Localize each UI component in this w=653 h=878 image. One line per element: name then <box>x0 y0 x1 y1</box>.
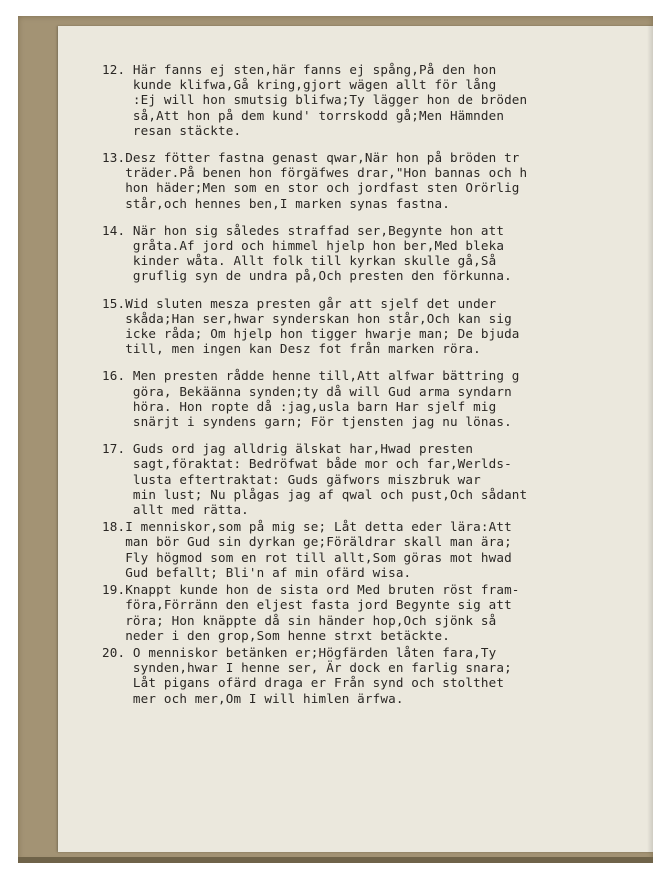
text-line: 18.I menniskor,som på mig se; Låt detta eder lära:Att <box>102 519 512 535</box>
stanza-17 <box>102 441 653 517</box>
text-line: 13.Desz fötter fastna genast qwar,När hon på bröden tr <box>102 150 520 166</box>
text-line: Fly högmod som en rot till allt,Som göras mot hwad <box>102 549 512 565</box>
text-line: allt med rätta. <box>102 502 249 518</box>
text-line: Låt pigans ofärd draga er Från synd och stolthet <box>102 675 505 691</box>
text-line: snärjt i syndens garn; För tjensten jag nu lönas. <box>102 414 512 430</box>
text-line: man bör Gud sin dyrkan ge;Föräldrar skall man ära; <box>102 534 512 550</box>
document-page <box>58 26 653 852</box>
text-line: resan stäckte. <box>102 122 242 138</box>
text-line: 12. Här fanns ej sten,här fanns ej spång,På den hon <box>102 62 497 77</box>
text-line: 20. O menniskor betänken er;Högfärden låten fara,Ty <box>102 644 497 660</box>
text-line: icke råda; Om hjelp hon tigger hwarje man; De bjuda <box>102 326 520 342</box>
text-line: höra. Hon ropte då :jag,usla barn Har sjelf mig <box>102 398 497 414</box>
stanza-15 <box>102 296 653 357</box>
text-line: gråta.Af jord och himmel hjelp hon ber,Med bleka <box>102 238 505 254</box>
text-line: hon häder;Men som en stor och jordfast sten Orörlig <box>102 180 520 196</box>
text-line: gruflig syn de undra på,Och presten den förkunna. <box>102 268 512 284</box>
text-line: skåda;Han ser,hwar synderskan hon står,Och kan sig <box>102 310 512 326</box>
text-line: min lust; Nu plågas jag af qwal och pust,Och sådant <box>102 486 528 502</box>
stanza-18 <box>102 519 653 580</box>
text-line: 15.Wid sluten mesza presten går att sjelf det under <box>102 295 497 311</box>
text-line: röra; Hon knäppte då sin händer hop,Och sjönk så <box>102 612 497 628</box>
stanza-12 <box>102 62 653 138</box>
text-line: :Ej will hon smutsig blifwa;Ty lägger hon de bröden <box>102 92 528 108</box>
text-line: Gud befallt; Bli'n af min ofärd wisa. <box>102 564 412 580</box>
text-line: lusta eftertraktat: Guds gäfwors miszbruk war <box>102 471 481 487</box>
poem-text <box>102 62 653 718</box>
text-line: mer och mer,Om I will himlen ärfwa. <box>102 690 404 706</box>
text-line: neder i den grop,Som henne strxt betäckte. <box>102 627 450 643</box>
text-line: 19.Knappt kunde hon de sista ord Med bruten röst fram- <box>102 582 520 598</box>
text-line: 16. Men presten rådde henne till,Att alfwar bättring g <box>102 368 520 384</box>
stanza-13 <box>102 150 653 211</box>
text-line: 17. Guds ord jag alldrig älskat har,Hwad presten <box>102 441 474 457</box>
text-line: så,Att hon på dem kund' torrskodd gå;Men Hämnden <box>102 107 505 123</box>
text-line: 14. När hon sig således straffad ser,Begynte hon att <box>102 222 505 238</box>
text-line: föra,Förränn den eljest fasta jord Begynte sig att <box>102 597 512 613</box>
text-line: träder.På benen hon förgäfwes drar,"Hon bannas och h <box>102 165 528 181</box>
text-line: göra, Bekäänna synden;ty då will Gud arma syndarn <box>102 383 512 399</box>
stanza-14 <box>102 223 653 284</box>
stanza-20 <box>102 645 653 706</box>
text-line: kunde klifwa,Gå kring,gjort wägen allt för lång <box>102 77 497 93</box>
binder-edge <box>18 857 653 863</box>
text-line: kinder wåta. Allt folk till kyrkan skulle gå,Så <box>102 253 497 269</box>
stanza-16 <box>102 368 653 429</box>
text-line: synden,hwar I henne ser, Är dock en farlig snara; <box>102 660 512 676</box>
stanza-19 <box>102 582 653 643</box>
text-line: till, men ingen kan Desz fot från marken röra. <box>102 341 481 357</box>
text-line: sagt,föraktat: Bedröfwat både mor och far,Werlds- <box>102 456 512 472</box>
text-line: står,och hennes ben,I marken synas fastna. <box>102 195 450 211</box>
